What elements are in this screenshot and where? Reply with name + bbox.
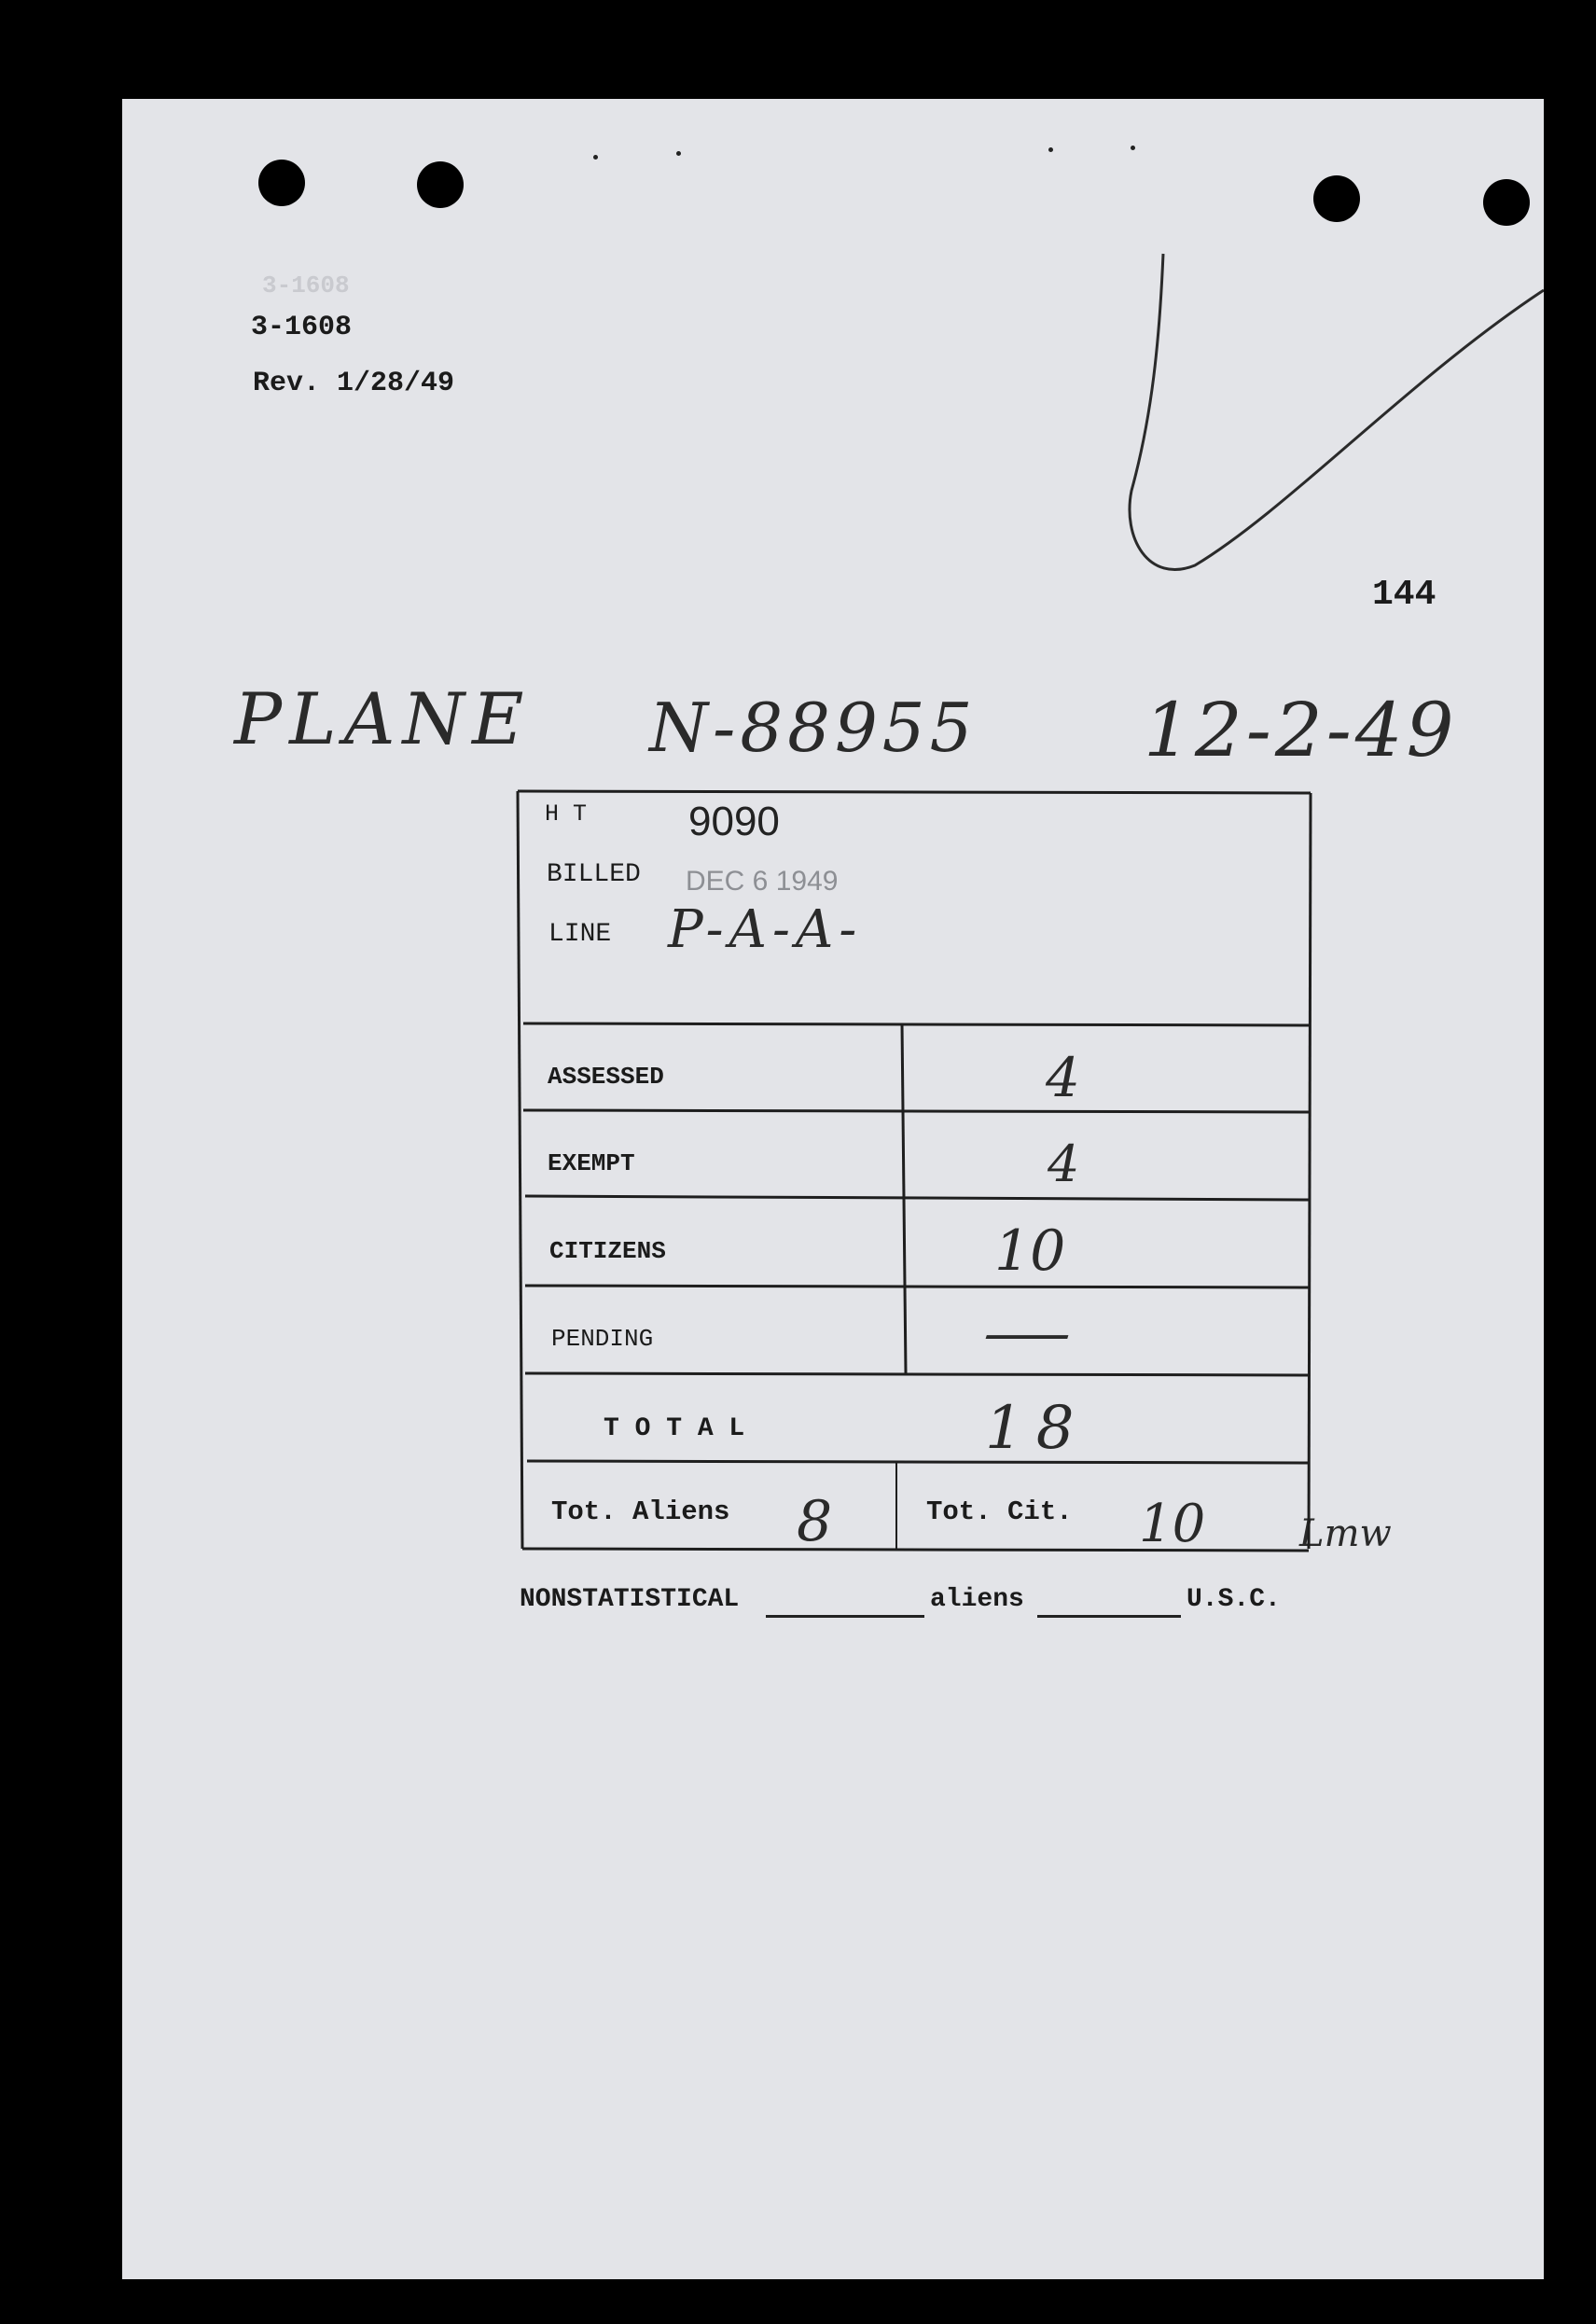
- assessed-label: ASSESSED: [548, 1063, 664, 1091]
- tot-aliens-label: Tot. Aliens: [551, 1496, 730, 1527]
- tot-cit-label: Tot. Cit.: [926, 1496, 1073, 1527]
- usc-label: U.S.C.: [1187, 1585, 1281, 1614]
- aliens-label: aliens: [930, 1585, 1024, 1614]
- citizens-value: 10: [994, 1218, 1066, 1284]
- handwritten-plane-label: PLANE: [234, 677, 532, 760]
- pending-label: PENDING: [551, 1325, 654, 1353]
- total-value: 18: [985, 1394, 1088, 1463]
- exempt-value: 4: [1048, 1134, 1080, 1193]
- nonstatistical-label: NONSTATISTICAL: [520, 1585, 740, 1614]
- billed-date-stamp: DEC 6 1949: [686, 866, 839, 897]
- bleed-through-text: 3-1608: [262, 271, 350, 299]
- check-mark: [1130, 254, 1544, 570]
- ht-label: H T: [545, 800, 588, 828]
- tot-cit-value: 10: [1139, 1494, 1206, 1554]
- handwritten-registration: N-88955: [649, 689, 978, 767]
- page-number: 144: [1372, 575, 1436, 615]
- document-page: [122, 99, 1544, 2279]
- line-label: LINE: [548, 920, 612, 949]
- line-value: P-A-A-: [668, 899, 863, 960]
- clerk-initials: Lmw: [1299, 1512, 1392, 1555]
- form-revision: Rev. 1/28/49: [253, 368, 455, 399]
- ht-number-stamp: 9090: [688, 799, 780, 844]
- citizens-label: CITIZENS: [549, 1237, 666, 1265]
- handwritten-date: 12-2-49: [1144, 687, 1458, 773]
- billed-label: BILLED: [547, 860, 641, 889]
- form-lines: [122, 99, 1544, 2279]
- tot-aliens-value: 8: [797, 1489, 833, 1554]
- exempt-label: EXEMPT: [548, 1149, 635, 1177]
- assessed-value: 4: [1046, 1046, 1080, 1109]
- form-number: 3-1608: [251, 312, 353, 343]
- total-label: T O T A L: [604, 1414, 745, 1443]
- pending-value: —: [982, 1301, 1072, 1366]
